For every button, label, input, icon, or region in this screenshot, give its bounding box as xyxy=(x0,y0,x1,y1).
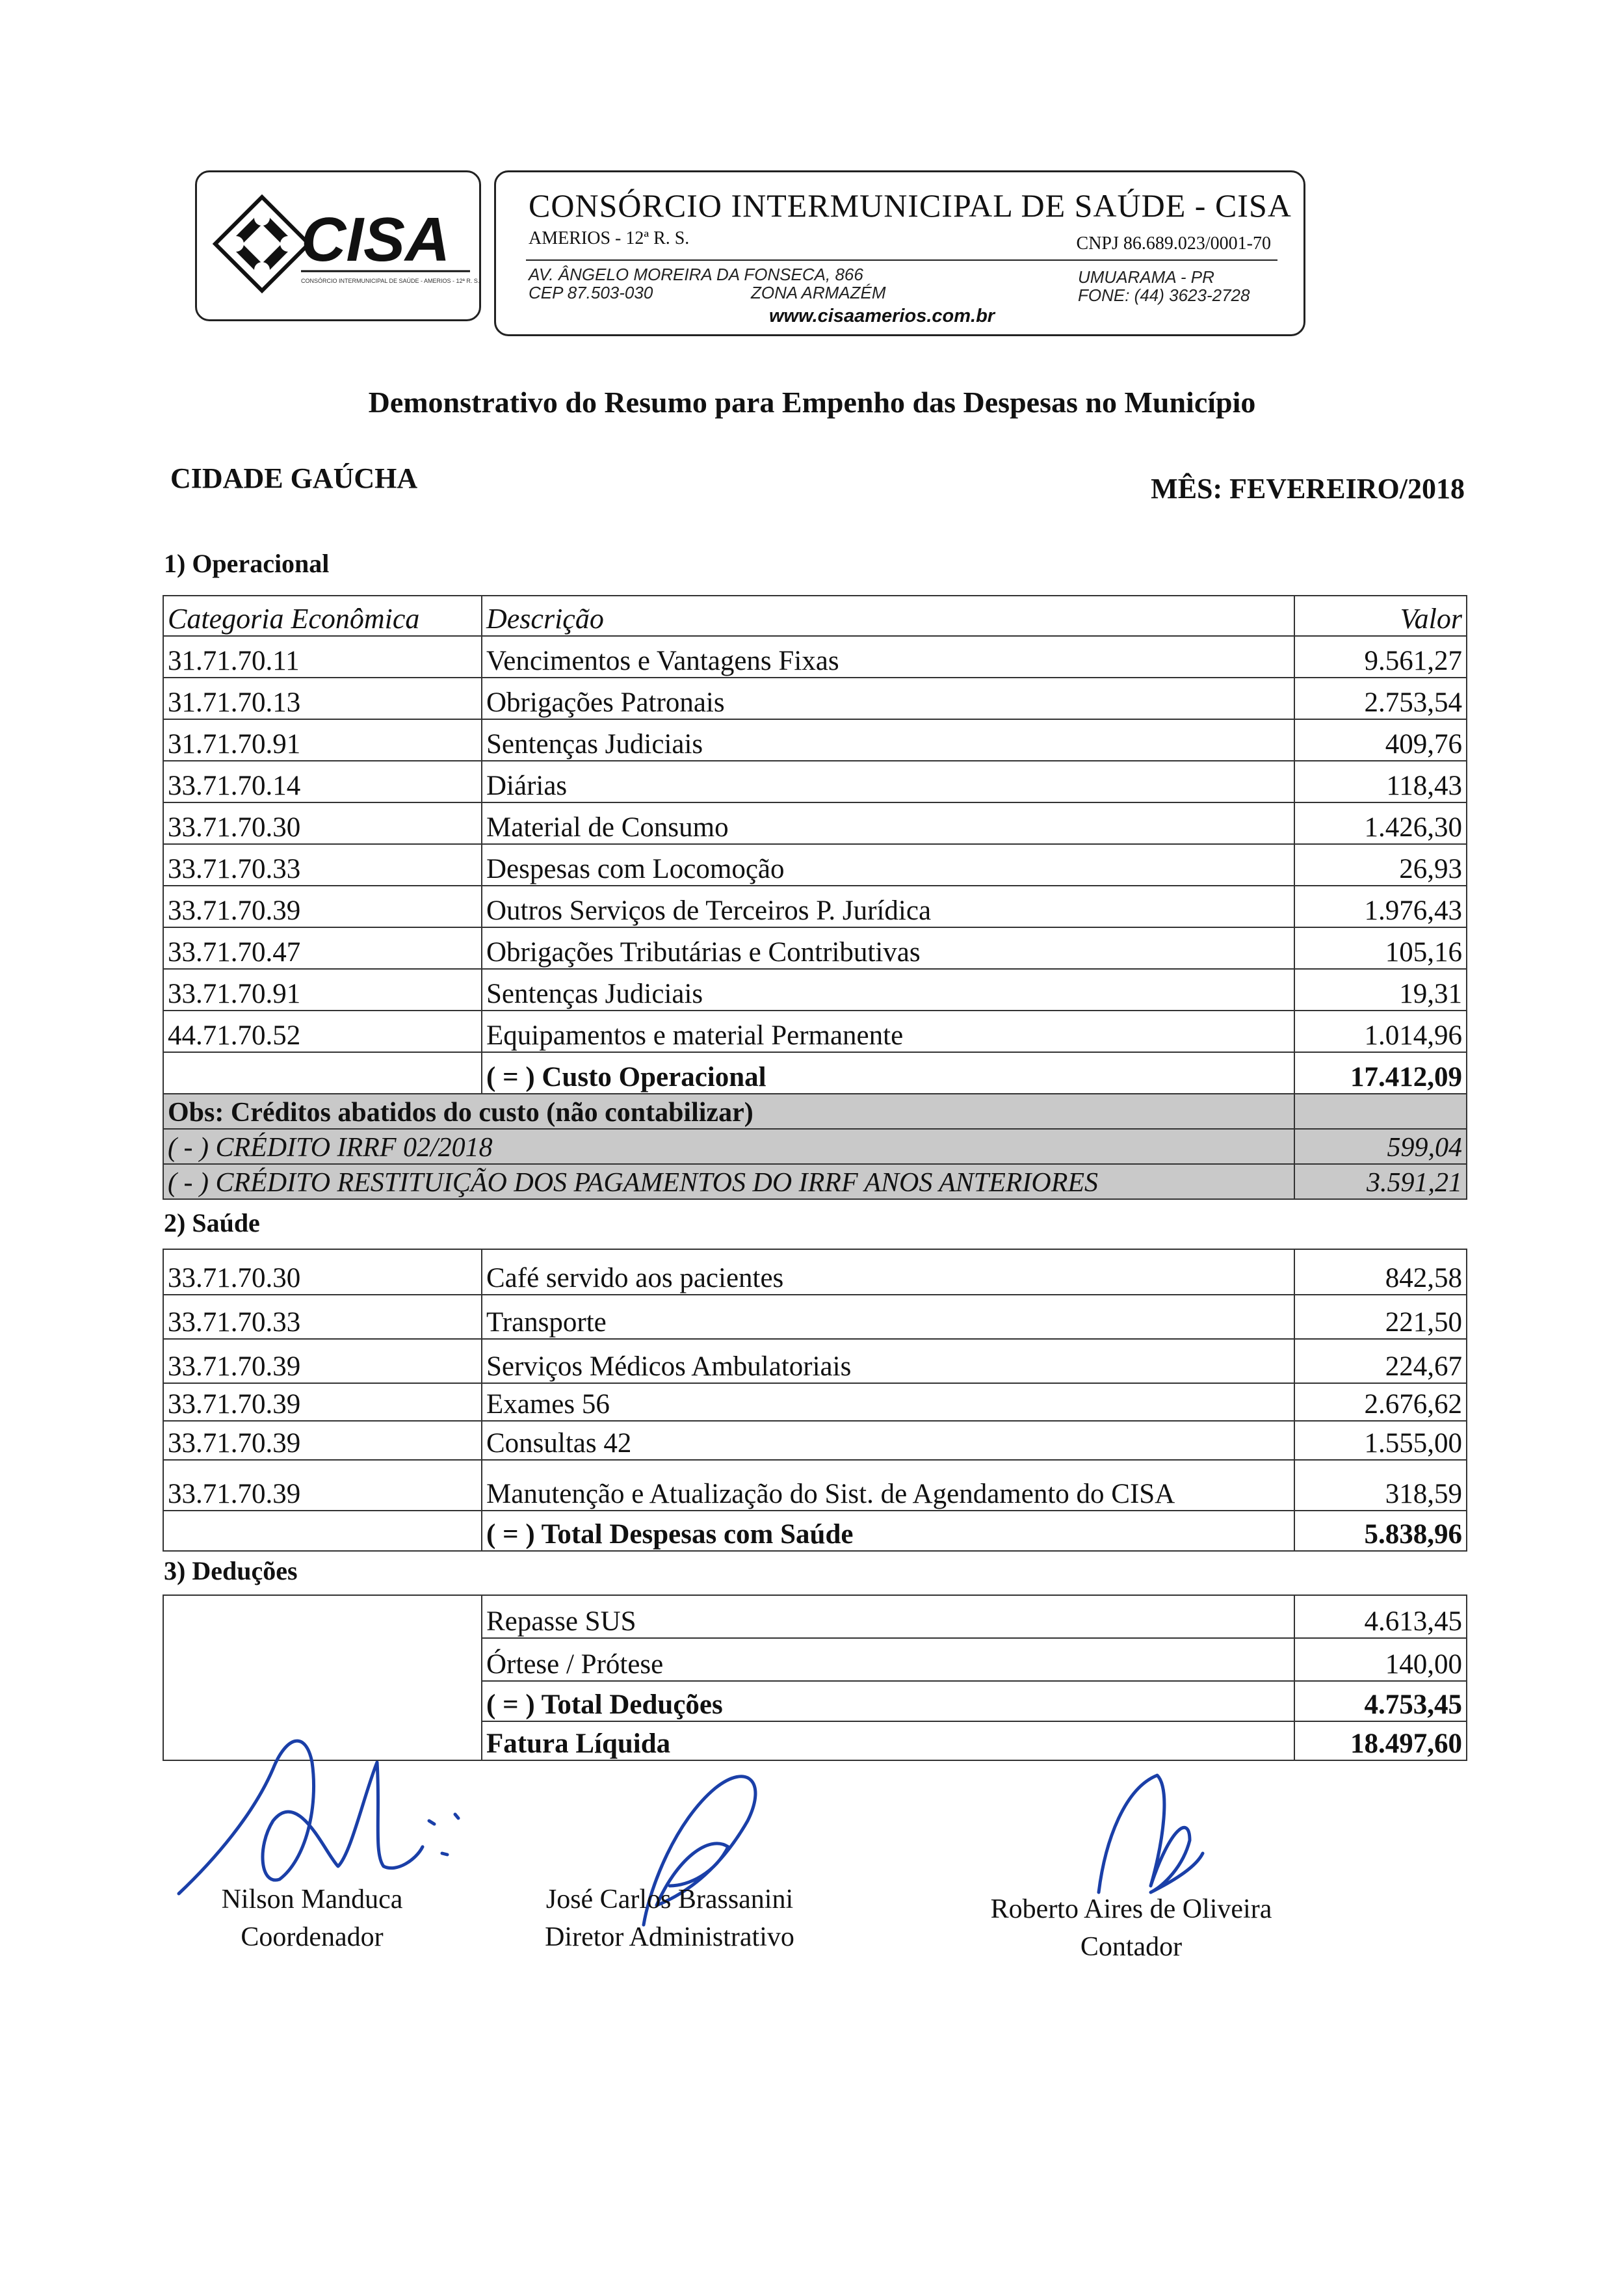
address-cep: CEP 87.503-030 xyxy=(529,283,653,302)
row-value: 1.976,43 xyxy=(1294,886,1467,927)
row-code: 33.71.70.47 xyxy=(163,927,482,969)
saude-table xyxy=(163,1249,1467,1552)
table-row xyxy=(163,1383,1467,1421)
row-code: 33.71.70.91 xyxy=(163,969,482,1011)
row-code: 31.71.70.11 xyxy=(163,636,482,678)
row-description: Material de Consumo xyxy=(482,802,1294,844)
header-description: Descrição xyxy=(482,596,1294,636)
row-code: 33.71.70.33 xyxy=(163,1295,482,1339)
organization-name: CONSÓRCIO INTERMUNICIPAL DE SAÚDE - CISA xyxy=(529,187,1292,224)
row-value: 105,16 xyxy=(1294,927,1467,969)
obs-row xyxy=(163,1164,1467,1199)
table-row xyxy=(163,1595,1467,1638)
city-name: CIDADE GAÚCHA xyxy=(170,462,418,494)
row-code: 33.71.70.33 xyxy=(163,844,482,886)
section-title-deducoes: 3) Deduções xyxy=(164,1556,298,1585)
row-value: 9.561,27 xyxy=(1294,636,1467,678)
table-row xyxy=(163,1011,1467,1052)
address-zone: ZONA ARMAZÉM xyxy=(751,283,886,302)
row-description: Equipamentos e material Permanente xyxy=(482,1011,1294,1052)
obs-value: 599,04 xyxy=(1294,1129,1467,1164)
organization-header xyxy=(494,170,1305,336)
row-value: 118,43 xyxy=(1294,761,1467,802)
row-description: Sentenças Judiciais xyxy=(482,719,1294,761)
table-row xyxy=(163,636,1467,678)
row-value: 224,67 xyxy=(1294,1339,1467,1383)
signature-role-3: Contador xyxy=(1080,1932,1183,1962)
row-description: Diárias xyxy=(482,761,1294,802)
row-description: Manutenção e Atualização do Sist. de Agendamento do CISA xyxy=(482,1460,1294,1511)
net-invoice-value: 18.497,60 xyxy=(1294,1721,1467,1760)
section-title-saude: 2) Saúde xyxy=(164,1208,260,1237)
address-phone: FONE: (44) 3623-2728 xyxy=(1078,285,1250,305)
header-value: Valor xyxy=(1294,596,1467,636)
row-code: 33.71.70.39 xyxy=(163,1460,482,1511)
total-label: ( = ) Custo Operacional xyxy=(482,1052,1294,1094)
row-value: 4.613,45 xyxy=(1294,1595,1467,1638)
organization-region: AMERIOS - 12ª R. S. xyxy=(529,228,690,248)
table-row xyxy=(163,678,1467,719)
row-description: Exames 56 xyxy=(482,1383,1294,1421)
document-title: Demonstrativo do Resumo para Empenho das Despesas no Município xyxy=(368,386,1256,419)
total-value: 4.753,45 xyxy=(1294,1681,1467,1721)
section-title-operacional: 1) Operacional xyxy=(164,549,330,578)
website-link[interactable]: www.cisaamerios.com.br xyxy=(769,306,995,326)
table-row xyxy=(163,802,1467,844)
row-description: Outros Serviços de Terceiros P. Jurídica xyxy=(482,886,1294,927)
row-description: Vencimentos e Vantagens Fixas xyxy=(482,636,1294,678)
address-line: AV. ÂNGELO MOREIRA DA FONSECA, 866 xyxy=(529,265,863,284)
row-description: Serviços Médicos Ambulatoriais xyxy=(482,1339,1294,1383)
row-value: 318,59 xyxy=(1294,1460,1467,1511)
row-description: Obrigações Tributárias e Contributivas xyxy=(482,927,1294,969)
table-row xyxy=(163,719,1467,761)
total-value: 5.838,96 xyxy=(1294,1511,1467,1551)
table-row xyxy=(163,844,1467,886)
row-value: 409,76 xyxy=(1294,719,1467,761)
row-value: 842,58 xyxy=(1294,1249,1467,1295)
signature-name-1: Nilson Manduca xyxy=(221,1885,403,1914)
logo-box xyxy=(195,170,481,321)
obs-label: ( - ) CRÉDITO RESTITUIÇÃO DOS PAGAMENTOS DO IRRF ANOS ANTERIORES xyxy=(163,1164,1294,1199)
row-value: 140,00 xyxy=(1294,1638,1467,1681)
row-description: Repasse SUS xyxy=(482,1595,1294,1638)
row-description: Café servido aos pacientes xyxy=(482,1249,1294,1295)
row-value: 1.555,00 xyxy=(1294,1421,1467,1460)
signature-nilson-icon xyxy=(179,1741,423,1894)
total-row xyxy=(163,1052,1467,1094)
row-code: 33.71.70.39 xyxy=(163,886,482,927)
table-row xyxy=(163,1295,1467,1339)
signature-role-1: Coordenador xyxy=(241,1922,384,1952)
signature-name-3: Roberto Aires de Oliveira xyxy=(990,1894,1272,1924)
row-value: 2.753,54 xyxy=(1294,678,1467,719)
total-row xyxy=(163,1511,1467,1551)
table-row xyxy=(163,1249,1467,1295)
total-label: ( = ) Total Deduções xyxy=(482,1681,1294,1721)
row-description: Consultas 42 xyxy=(482,1421,1294,1460)
net-invoice-label: Fatura Líquida xyxy=(482,1721,1294,1760)
obs-title-row xyxy=(163,1094,1467,1129)
total-value: 17.412,09 xyxy=(1294,1052,1467,1094)
row-description: Obrigações Patronais xyxy=(482,678,1294,719)
total-label: ( = ) Total Despesas com Saúde xyxy=(482,1511,1294,1551)
signature-role-2: Diretor Administrativo xyxy=(545,1922,794,1952)
organization-cnpj: CNPJ 86.689.023/0001-70 xyxy=(1076,233,1271,254)
table-row xyxy=(163,927,1467,969)
reference-month: MÊS: FEVEREIRO/2018 xyxy=(1151,473,1465,505)
table-row xyxy=(163,886,1467,927)
table-row xyxy=(163,1460,1467,1511)
table-header-row xyxy=(163,596,1467,636)
svg-text:CONSÓRCIO INTERMUNICIPAL DE SA: CONSÓRCIO INTERMUNICIPAL DE SAÚDE - AMERIOS - 12ª R. S. xyxy=(301,278,479,284)
row-code: 44.71.70.52 xyxy=(163,1011,482,1052)
table-row xyxy=(163,969,1467,1011)
row-value: 1.014,96 xyxy=(1294,1011,1467,1052)
address-city-state: UMUARAMA - PR xyxy=(1078,267,1214,287)
row-code: 33.71.70.39 xyxy=(163,1339,482,1383)
row-code: 33.71.70.39 xyxy=(163,1383,482,1421)
header-category: Categoria Econômica xyxy=(163,596,482,636)
signature-name-2: José Carlos Brassanini xyxy=(545,1885,794,1914)
row-description: Sentenças Judiciais xyxy=(482,969,1294,1011)
row-description: Transporte xyxy=(482,1295,1294,1339)
row-code: 33.71.70.14 xyxy=(163,761,482,802)
obs-label: ( - ) CRÉDITO IRRF 02/2018 xyxy=(163,1129,1294,1164)
row-value: 2.676,62 xyxy=(1294,1383,1467,1421)
row-description: Órtese / Prótese xyxy=(482,1638,1294,1681)
operacional-table xyxy=(163,595,1467,1200)
row-value: 221,50 xyxy=(1294,1295,1467,1339)
table-row xyxy=(163,1339,1467,1383)
obs-row xyxy=(163,1129,1467,1164)
row-description: Despesas com Locomoção xyxy=(482,844,1294,886)
obs-value: 3.591,21 xyxy=(1294,1164,1467,1199)
header-divider xyxy=(526,259,1277,261)
row-code: 33.71.70.30 xyxy=(163,1249,482,1295)
obs-title: Obs: Créditos abatidos do custo (não contabilizar) xyxy=(163,1094,1294,1129)
row-code: 31.71.70.13 xyxy=(163,678,482,719)
logo-wordmark: CISA xyxy=(301,205,451,274)
table-row xyxy=(163,761,1467,802)
row-value: 26,93 xyxy=(1294,844,1467,886)
row-value: 1.426,30 xyxy=(1294,802,1467,844)
table-row xyxy=(163,1421,1467,1460)
row-code: 33.71.70.30 xyxy=(163,802,482,844)
row-value: 19,31 xyxy=(1294,969,1467,1011)
signature-roberto-icon xyxy=(1099,1775,1203,1892)
cisa-logo-icon xyxy=(197,172,479,319)
row-code: 31.71.70.91 xyxy=(163,719,482,761)
row-code: 33.71.70.39 xyxy=(163,1421,482,1460)
